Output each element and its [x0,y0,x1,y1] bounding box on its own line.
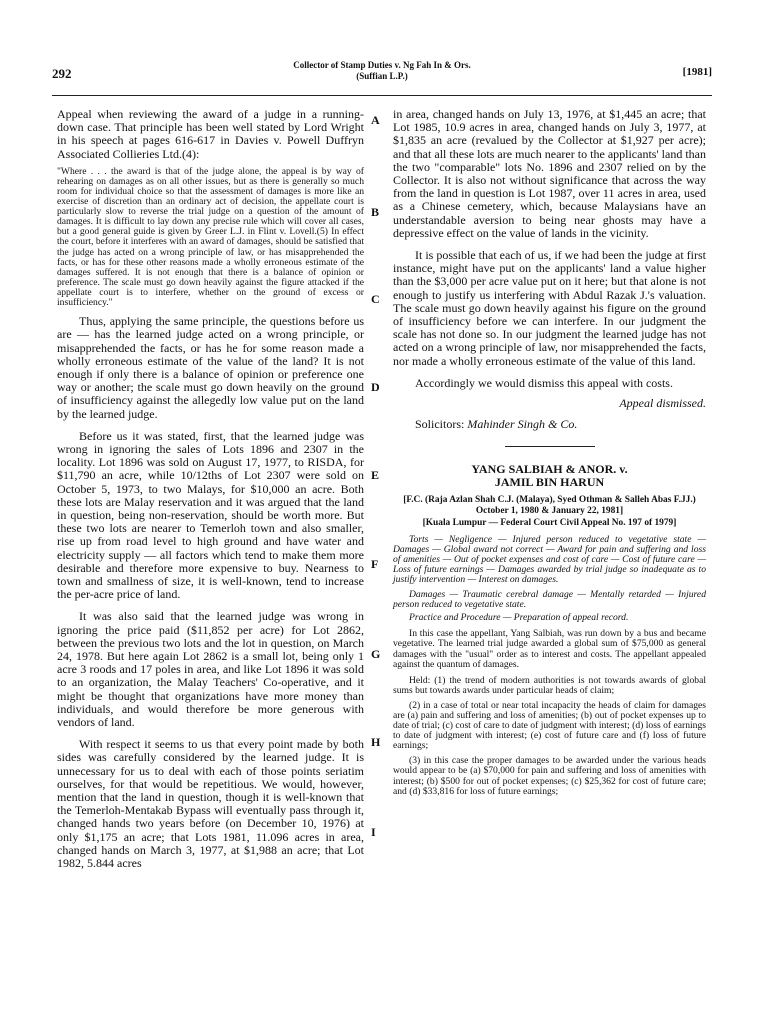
solicitors-label: Solicitors: [415,417,465,432]
headnote-held: Held: (1) the trend of modern authorities is not towards awards of global sums but towards awards under particular heads of claim; [393,674,706,696]
margin-letters [371,0,385,1024]
margin-letter: E [371,468,380,482]
court-line: [F.C. (Raja Azlan Shah C.J. (Malaya), Syed Othman & Salleh Abas F.JJ.) October 1, 1980 & January 22, 1981] [403,495,696,516]
right-column [393,108,706,797]
appeal-line: [Kuala Lumpur — Federal Court Civil Appeal No. 197 of 1979] [422,518,677,529]
headnote-held: (3) in this case the proper damages to be awarded under the various heads would appear to be (a) $70,000 for pain and suffering and loss of amenities with interest; (b) $500 for out of pocket expenses; (c) $25,362 for cost of future care; and (d) $33,816 for loss of future earnings; [393,755,706,797]
case-title [393,463,706,489]
case-result: Appeal dismissed. [619,396,706,411]
paragraph: Accordingly we would dismiss this appeal with costs. [415,375,673,390]
paragraph: Before us it was stated, first, that the learned judge was wrong in ignoring the sales of Lots 1896 and 2307 in the locality. Lot 1896 was sold on August 17, 1977, to RISDA, for $11,790 an acre, while 10/12ths of Lot 2307 were sold on October 5, 1973, to two Malays, for $10,000 an acre. Both these lots are Malay reservation and it was argued that the land in question, being non-reservation, should be worth more. But these two lots are nearer to Temerloh town and also smaller, rise up from road level to high ground and have water and electricity supply — all factors which tend to make them more desirable and therefore more expensive to buy. Nearness to town and smallness of size, it is well-known, tend to increase the per-acre price of land. [57,428,364,602]
margin-letter: I [371,825,376,839]
paragraph: Thus, applying the same principle, the questions before us are — has the learned judge acted on a wrong principle, or misapprehended the facts, or has he for some reason made a wholly erroneous estimate of the value of the land? It is not enough if only there is a balance of opinion or preference one way or another; the scale must go down heavily on the ground of insufficiency against the allegedly low value put on the land by the learned judge. [57,314,364,421]
block-quote: "Where . . . the award is that of the judge alone, the appeal is by way of rehearing on damages as on all other issues, but as there is generally so much room for individual choice so that the assessment of damages is more like an exercise of discretion than an ordinary act of decision, the appellate court is particularly slow to reverse the trial judge on a question of the amount of damages. It is difficult to lay down any precise rule which will cover all cases, but a good general guide is given by Greer L.J. in Flint v. Lovell.(5) In effect the court, before it interferes with an award of damages, should be satisfied that the judge has acted on a wrong principle of law, or has misapprehended the facts, or has for these other reasons made a wholly erroneous estimate of the damages suffered. It is not enough that there is a balance of opinion or preference. The scale must go down heavily against the figure attacked if the appellate court is to interfere, whether on the ground of excess or insufficiency." [57,165,364,309]
headnote-held: (2) in a case of total or near total incapacity the heads of claim for damages are (a) pain and suffering and loss of amenities; (b) out of pocket expenses up to date of trial; (c) cost of care to date of judgment with interest; (d) loss of earnings to date of judgment with interest; (e) cost of future care and (f) loss of future earnings; [393,699,706,752]
report-year: [1981] [682,66,712,78]
margin-letter: D [371,380,380,394]
left-column [57,108,364,870]
margin-letter: A [371,113,380,127]
running-title-case: Collector of Stamp Duties v. Ng Fah In & Ors. [293,60,471,70]
paragraph: With respect it seems to us that every point made by both sides was carefully considered by the learned judge. It is unnecessary for us to deal with each of those points seriatim ourselves, for that would be repetitious. We would, however, mention that the land in question, though it is well-known that the Temerloh-Mentakab Bypass will eventually pass through it, changed hands two years before (on December 10, 1976) at only $1,175 an acre; that Lots 1981, 11.096 acres in area, changed hands on March 3, 1977, at $1,988 an acre; that Lot 1982, 5.844 acres [57,737,364,871]
headnote-facts: In this case the appellant, Yang Salbiah, was run down by a bus and became vegetative. The learned trial judge awarded a global sum of $75,000 as general damages with the "usual" order as to interest and costs. The appellant appealed against the quantum of damages. [393,628,706,670]
margin-letter: B [371,205,380,219]
paragraph: Appeal when reviewing the award of a judge in a running-down case. That principle has been well stated by Lord Wright in his speech at pages 616-617 in Davies v. Powell Duffryn Associated Collieries Ltd.(4): [57,107,364,161]
catchwords: Torts — Negligence — Injured person reduced to vegetative state — Damages — Global award not correct — Award for pain and suffering and loss of amenities — Out of pocket expenses and cost of care — Cost of future care — Loss of future earnings — Damages awarded by trial judge so inadequate as to justify intervention — Interest on damages. [393,533,706,585]
case-separator [505,446,595,447]
running-title-judge: (Suffian L.P.) [356,71,408,81]
case-title-respondent: JAMIL BIN HARUN [494,475,605,490]
margin-letter: F [371,557,379,571]
catchwords: Damages — Traumatic cerebral damage — Mentally retarded — Injured person reduced to vegetative state. [393,589,706,611]
case-title-parties: YANG SALBIAH & ANOR. v. [471,462,628,477]
solicitors-name: Mahinder Singh & Co. [467,417,578,432]
margin-letter: H [371,735,381,749]
paragraph: It is possible that each of us, if we had been the judge at first instance, might have put on the applicants' land a value higher than the $3,000 per acre value put on it here; but that alone is not enough to justify us interfering with Abdul Razak J.'s valuation. The scale must go down heavily against his figure on the ground of insufficiency before we can interfere. In our judgment the scale has not done so. In our judgment the learned judge has not acted on a wrong principle of law, nor misapprehended the facts, nor made a wholly erroneous estimate of the value of this land. [393,248,706,368]
solicitors-line [415,417,706,432]
catchwords: Practice and Procedure — Preparation of appeal record. [409,612,629,624]
page-number: 292 [52,66,72,81]
margin-letter: G [371,647,381,661]
paragraph: in area, changed hands on July 13, 1976, at $1,445 an acre; that Lot 1985, 10.9 acres in area, changed hands on July 3, 1977, at $1,835 an acre (revalued by the Collector at $1,927 per acre); and that all these lots are much nearer to the applicants' land than the two "comparable" lots No. 1896 and 2307 relied on by the Collector. It is also not without significance that across the way from the land in question is Lot 1987, over 11 acres in area, used as a Chinese cemetery, which, because Malaysians have an understandable aversion to being near ghosts may have a depressive effect on the value of lands in the vicinity. [393,107,706,240]
margin-letter: C [371,292,380,306]
paragraph: It was also said that the learned judge was wrong in ignoring the price paid ($11,852 per acre) for Lot 2862, between the previous two lots and the lot in question, on March 24, 1978. But here again Lot 2862 is a small lot, being only 1 acre 3 roods and 17 poles in area, and like Lot 1896 it was sold to an organization, the Malay Teachers' Co-operative, and it might be thought that organizations have more money than individuals, and would therefore be more generous with vendors of land. [57,609,364,730]
